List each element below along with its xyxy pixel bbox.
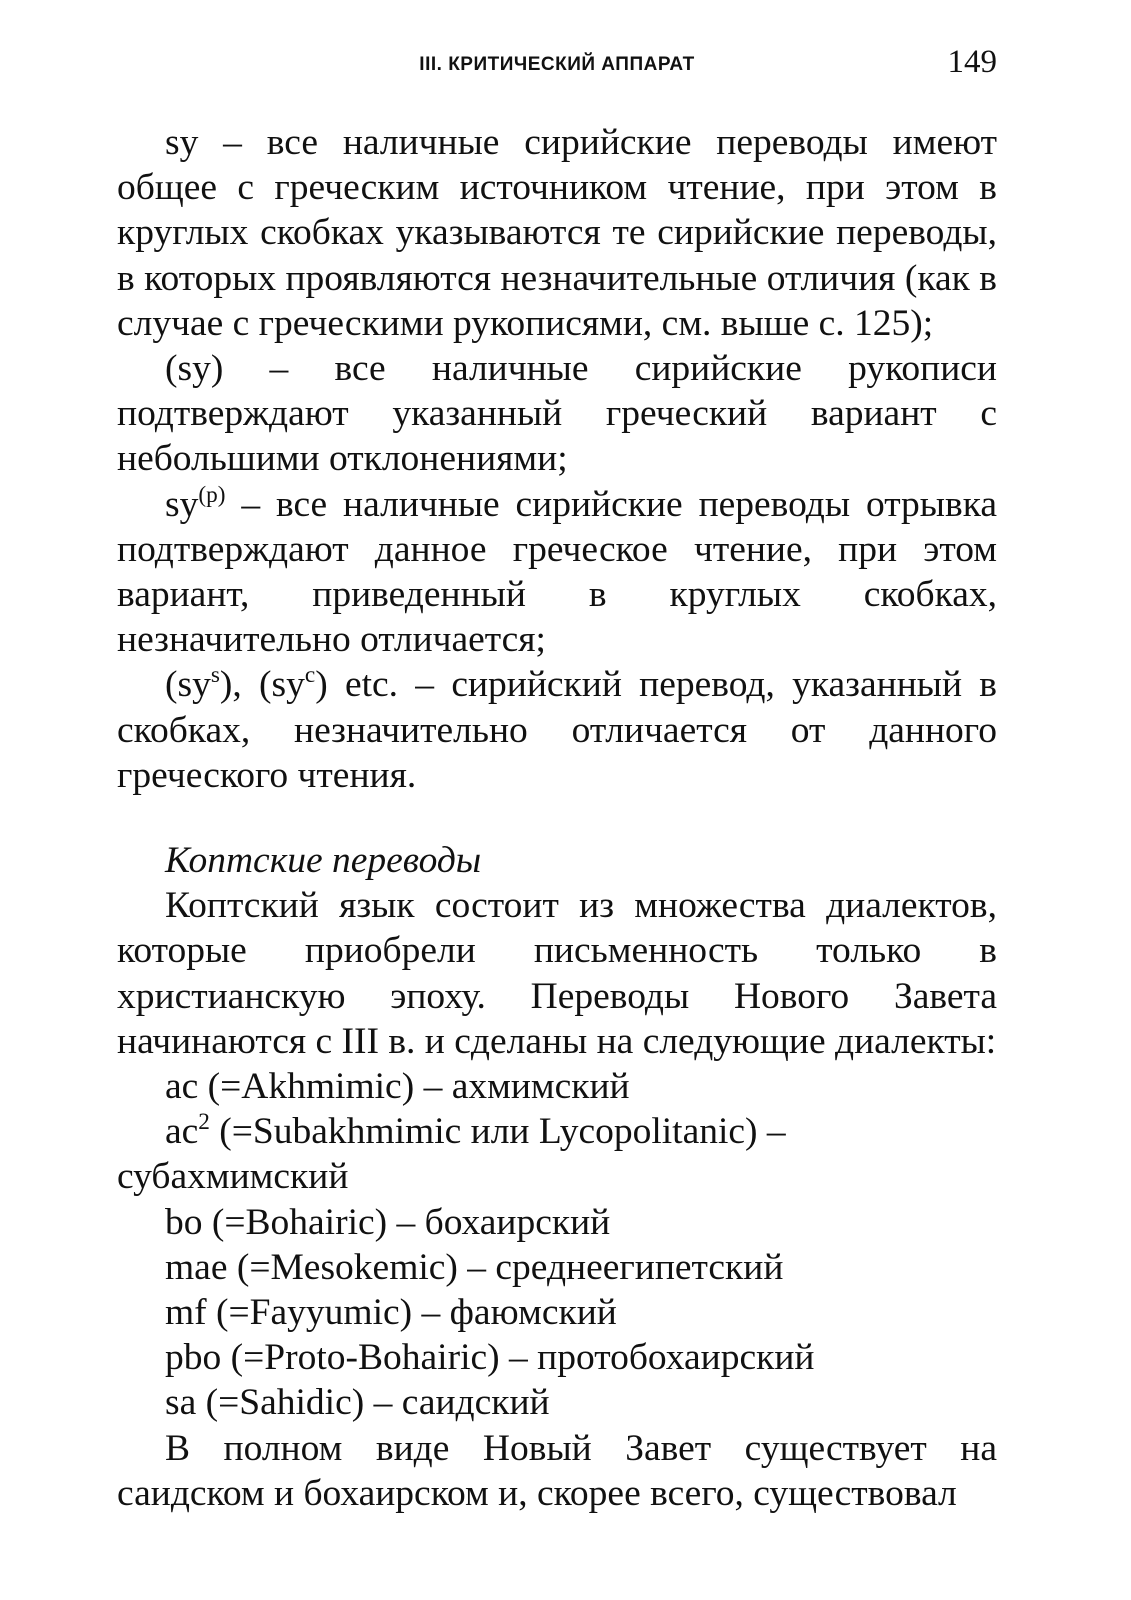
dialect-item-mae: mae (=Mesokemic) – среднеегипетский xyxy=(165,1246,784,1288)
text-fragment: (sy xyxy=(165,664,211,706)
paragraph-sy: sy – все наличные сирийские переводы имеют общее с греческим источником чтение, при этом в круглых скобках указываются те сирийские переводы, в которых проявляются незначительные отличия (как в случае с греческими рукописями, см. выше с. 125); xyxy=(117,122,997,344)
section-heading: Коптские переводы xyxy=(165,840,482,882)
page-number: 149 xyxy=(947,44,997,80)
siglum-superscript: 2 xyxy=(198,1109,210,1136)
siglum-superscript: c xyxy=(304,662,316,689)
dialect-item-bo: bo (=Bohairic) – бохаирский xyxy=(165,1201,611,1243)
body-text xyxy=(117,120,997,1516)
dialect-item-pbo: pbo (=Proto-Bohairic) – протобохаирский xyxy=(165,1337,815,1379)
paragraph-text: – все наличные сирийские переводы отрывка подтверждают данное греческое чтение, при этом вариант, приведенный в круглых скобках, незначительно отличается; xyxy=(117,483,997,661)
siglum-superscript: s xyxy=(210,662,220,689)
text-fragment: ) etc. – сирийский перевод, указанный в скобках, незначительно отличается от данного греческого чтения. xyxy=(117,664,997,796)
siglum: sy xyxy=(165,483,199,525)
text-fragment: ), (sy xyxy=(219,664,305,706)
paragraph-coptic-intro: Коптский язык состоит из множества диалектов, которые приобрели письменность только в христианскую эпоху. Переводы Нового Завета начинаются с III в. и сделаны на следующие диалекты: xyxy=(117,885,997,1062)
paragraph-closing: В полном виде Новый Завет существует на саидском и бохаирском и, скорее всего, существовал xyxy=(117,1427,997,1514)
dialect-item-ac2 xyxy=(117,1109,997,1199)
paragraph-sy-parenthesized: (sy) – все наличные сирийские рукописи подтверждают указанный греческий вариант с небольшими отклонениями; xyxy=(117,348,997,480)
siglum-superscript: (p) xyxy=(198,481,226,508)
book-page xyxy=(117,40,997,1516)
siglum: ac xyxy=(165,1111,199,1153)
dialect-item-ac: ac (=Akhmimic) – ахмимский xyxy=(165,1066,630,1108)
dialect-description: (=Subakhmimic или Lycopolitanic) – субахмимский xyxy=(117,1111,786,1198)
dialect-item-sa: sa (=Sahidic) – саидский xyxy=(165,1382,550,1424)
running-title: III. КРИТИЧЕСКИЙ АППАРАТ xyxy=(419,54,695,75)
paragraph-sy-p xyxy=(117,482,997,663)
running-head xyxy=(117,40,997,92)
paragraph-sy-variants xyxy=(117,662,997,798)
dialect-item-mf: mf (=Fayyumic) – фаюмский xyxy=(165,1292,617,1334)
